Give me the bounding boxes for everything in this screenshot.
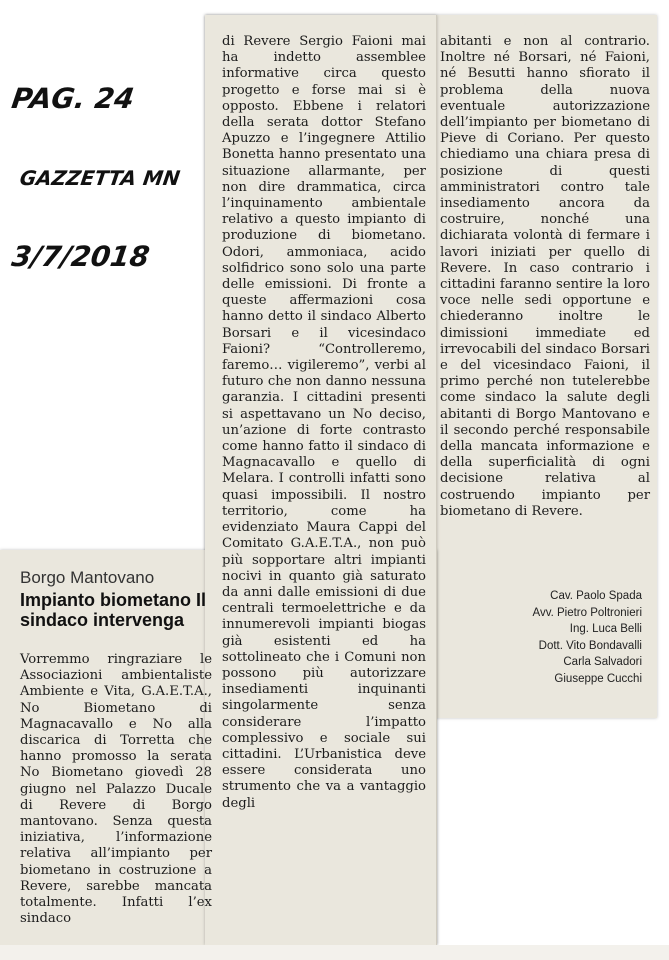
handwritten-date-note: 3/7/2018 (9, 240, 152, 273)
article-text-right: abitanti e non al contrario. Inoltre né Borsari, né Faioni, né Besutti hanno sfiorato il problema della nuova eventuale autorizzazione dell’impianto per biometano di Pieve di Coriano. Per questo chiediamo una chiara presa di posizione di questi amministratori contro tale insediamento ancora da costruire, nonché una dichiarata volontà di fermare i lavori iniziati per quello di Revere. In caso contrario i cittadini faranno sentire la loro voce nelle sedi opportune e chiederanno inoltre le dimissioni immediate ed irrevocabili del sindaco Borsari e del vicesindaco Faioni, il primo perché non tutelerebbe come sindaco la salute degli abitanti di Borgo Mantovano e il secondo perché responsabile della mancata informazione e della superficialità di ogni decisione relativa al costruendo impianto per biometano di Revere. (440, 34, 650, 519)
signature: Carla Salvadori (563, 656, 642, 668)
article-text-left: Vorremmo ringraziare le Associazioni ambientaliste Ambiente e Vita, G.A.E.T.A., No Biometano di Magnacavallo e No alla discarica di Torretta che hanno promosso la serata No Biometano giovedì 28 giugno nel Palazzo Ducale di Revere di Borgo mantovano. Senza questa iniziativa, l’informazione relativa all’impianto per biometano in costruzione a Revere, sarebbe mancata totalmente. Infatti l’ex sindaco (20, 652, 212, 927)
signature: Giuseppe Cucchi (554, 672, 642, 685)
signature: Ing. Luca Belli (569, 623, 642, 635)
article-kicker: Borgo Mantovano (20, 568, 155, 587)
signature: Cav. Paolo Spada (550, 590, 642, 602)
article-headline: Impianto biometano Il sindaco intervenga (20, 590, 207, 630)
article-column-left (20, 652, 212, 927)
column-divider (436, 15, 437, 945)
signature-list (470, 588, 642, 687)
handwritten-source-note: GAZZETTA MN (18, 166, 182, 190)
article-column-right (440, 34, 650, 520)
article-text-middle: di Revere Sergio Faioni mai ha indetto assemblee informative circa questo progetto e forse mai si è opposto. Ebbene i relatori della serata dottor Stefano Apuzzo e l’ingegnere Attilio Bonetta hanno presentato una situazione allarmante, per non dire drammatica, circa l’inquinamento ambientale relativo a questo impianto di produzione di biometano. Odori, ammoniaca, acido solfidrico sono solo una parte delle emissioni. Di fronte a queste affermazioni cosa hanno detto il sindaco Alberto Borsari e il vicesindaco Faioni? “Controlleremo, faremo… vigileremo”, verbi al futuro che non danno nessuna garanzia. I cittadini presenti si aspettavano un No deciso, un’azione di forte contrasto come hanno fatto il sindaco di Magnacavallo e quello di Melara. I controlli infatti sono quasi impossibili. Il nostro territorio, come ha evidenziato Maura Cappi del Comitato G.A.E.T.A., non può più sopportare altri impianti nocivi in quanto già saturato da anni dalle emissioni di due centrali termoelettriche e da innumerevoli impianti biogas già esistenti ed ha sottolineato che i Comuni non possono più autorizzare insediamenti inquinanti singolarmente senza considerare l’impatto complessivo e sociale sui cittadini. L’Urbanistica deve essere considerata uno strumento che va a vantaggio degli (222, 34, 426, 811)
handwritten-page-note: PAG. 24 (9, 82, 137, 115)
signature: Avv. Pietro Poltronieri (532, 606, 642, 619)
page-bottom-margin (0, 945, 669, 960)
signature: Dott. Vito Bondavalli (538, 639, 642, 652)
article-column-middle (222, 34, 426, 812)
